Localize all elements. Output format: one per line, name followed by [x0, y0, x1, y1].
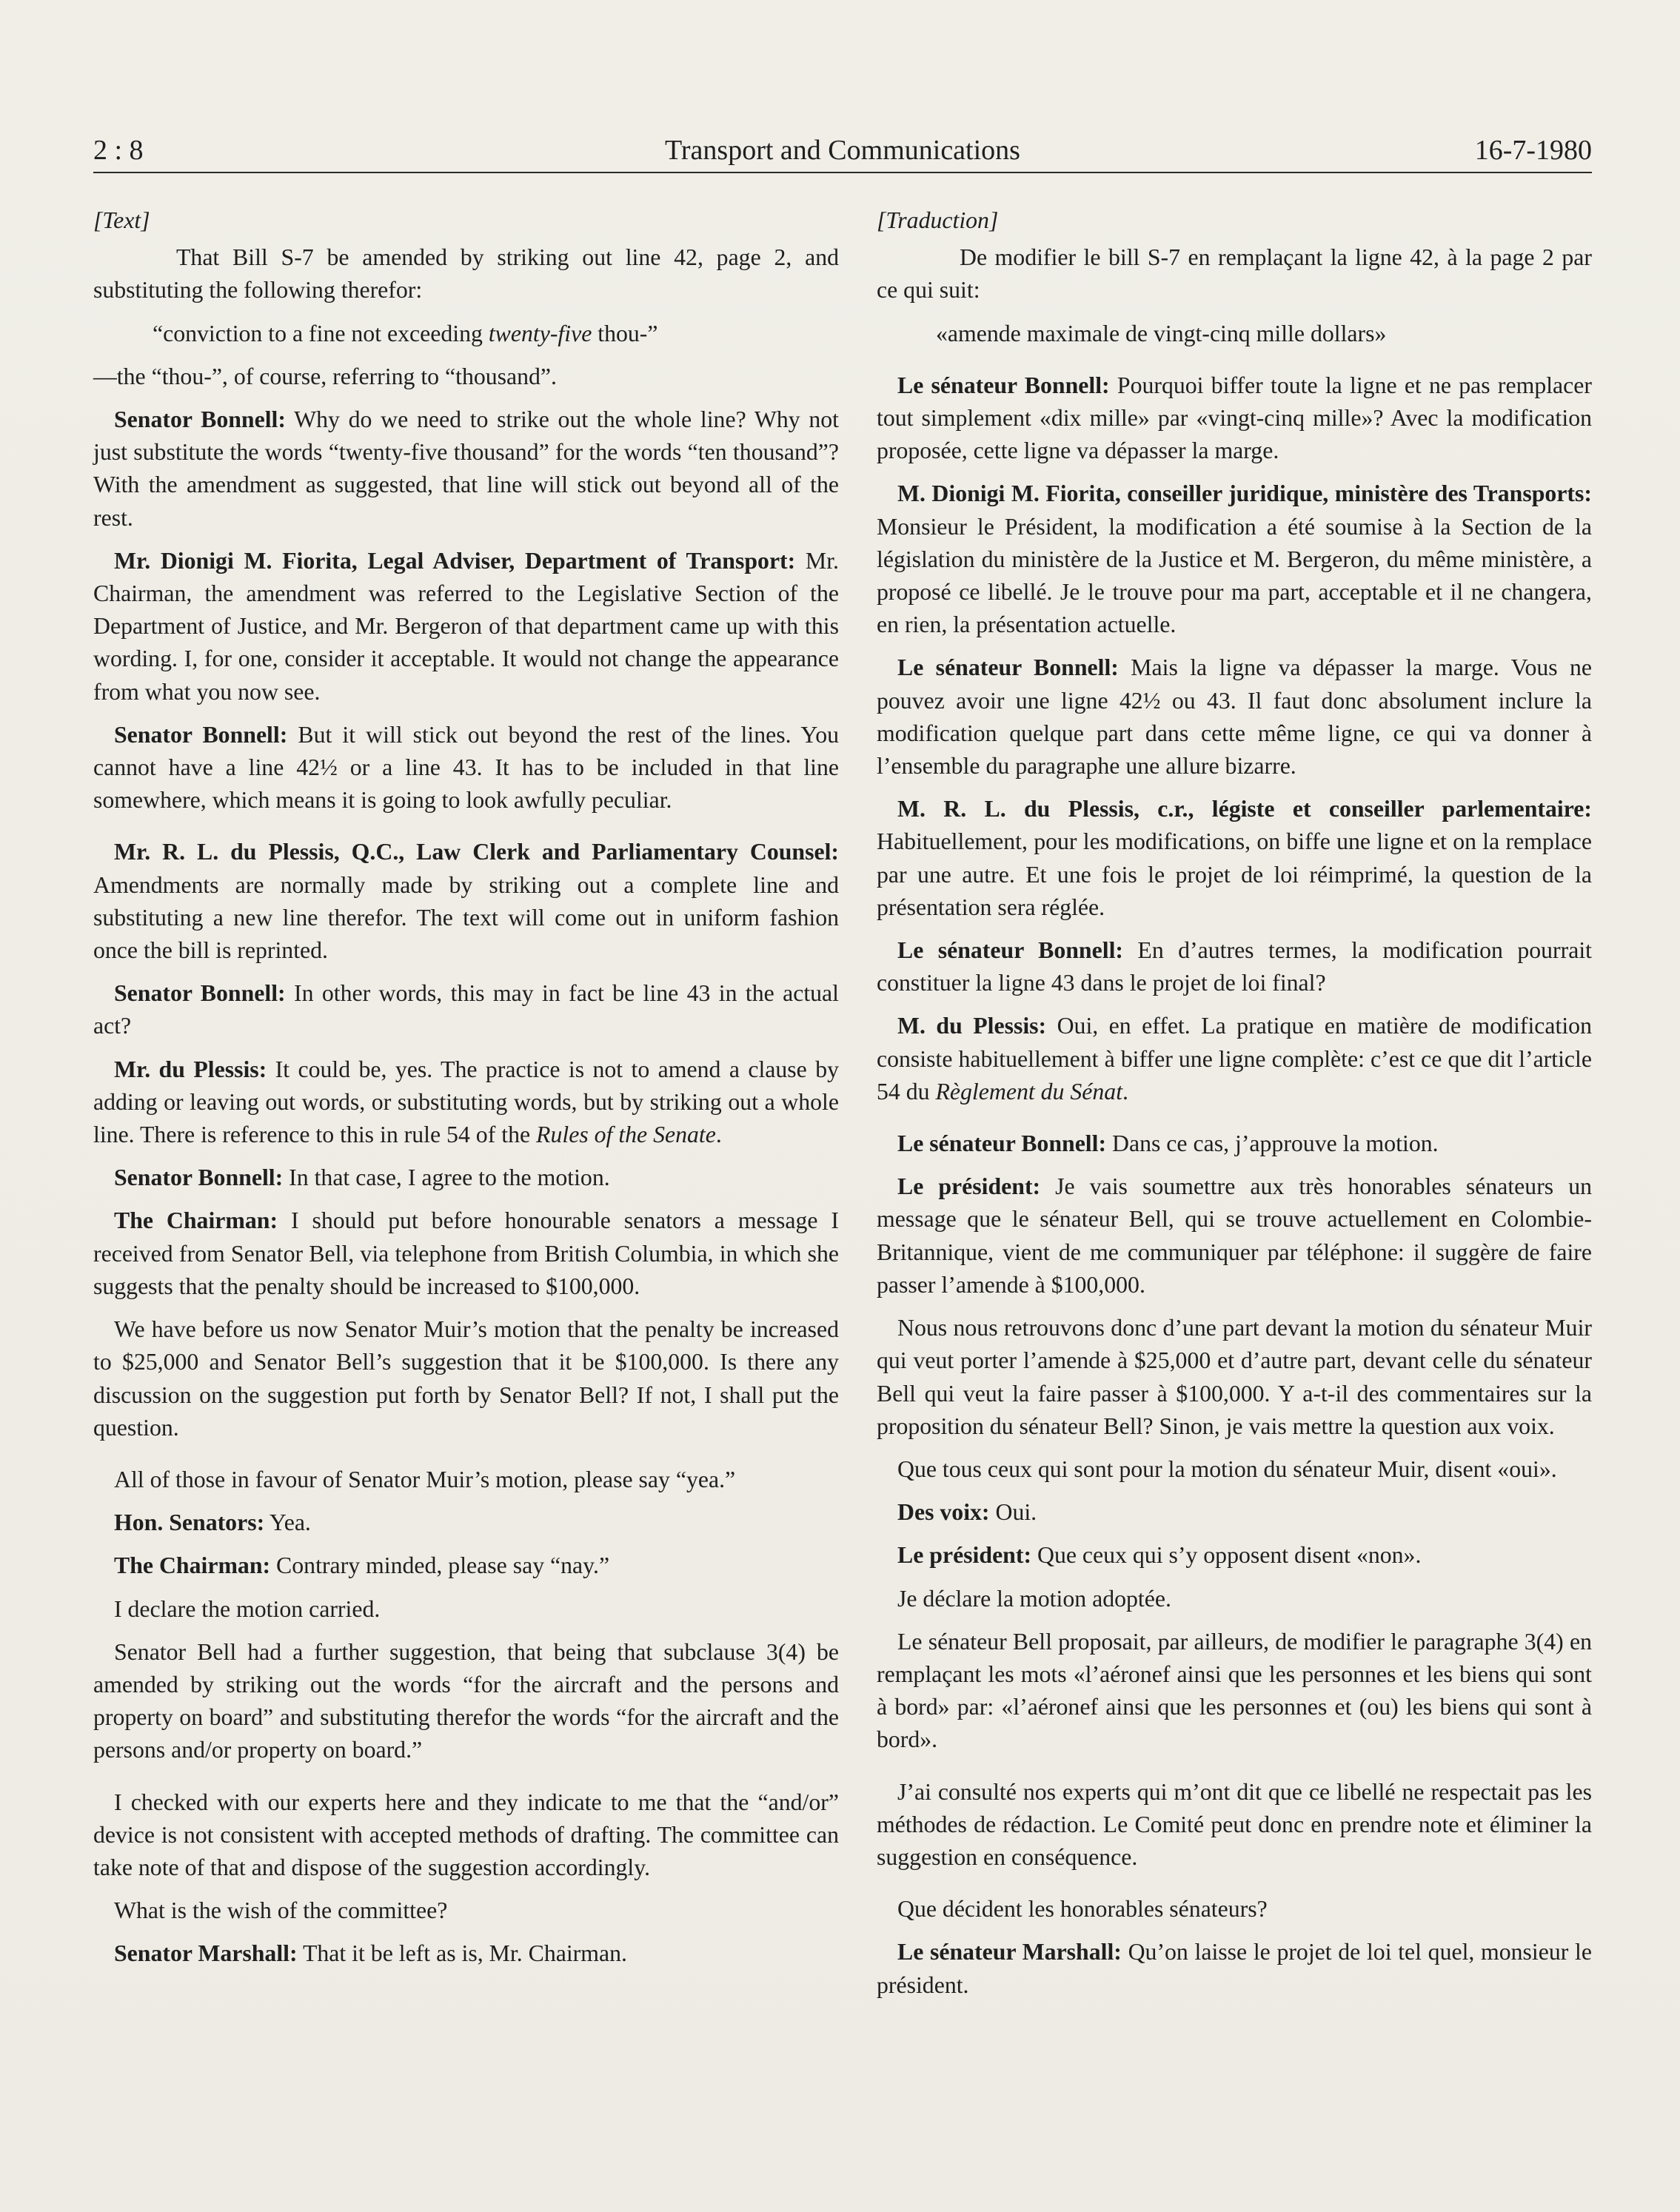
speech-paragraph: Hon. Senators: Yea. — [114, 1509, 311, 1536]
amendment-quote: “conviction to a fine not exceeding twenty-five thou-” — [153, 320, 658, 346]
speaker-name: M. R. L. du Plessis, c.r., légiste et conseiller parlementaire: — [897, 796, 1592, 822]
speech-paragraph: Mr. R. L. du Plessis, Q.C., Law Clerk and Parliamentary Counsel: Amendments are normally made by striking out a complete line and substituting a new line therefor. The text will come out in uniform fashion once the bill is reprinted. — [93, 839, 839, 964]
speaker-name: Le sénateur Bonnell: — [897, 937, 1123, 964]
page-title: Transport and Communications — [665, 135, 1020, 166]
speaker-name: Le président: — [897, 1173, 1041, 1200]
speech-paragraph: Senator Bonnell: In other words, this may in fact be line 43 in the actual act? — [93, 980, 839, 1039]
speaker-name: Le sénateur Bonnell: — [897, 1130, 1107, 1157]
speaker-name: The Chairman: — [114, 1207, 278, 1234]
speaker-name: Senator Marshall: — [114, 1940, 298, 1967]
speaker-name: Senator Bonnell: — [114, 1164, 284, 1191]
motion-text: That Bill S-7 be amended by striking out line 42, page 2, and substituting the following therefor: — [93, 244, 839, 304]
speech-paragraph: Le sénateur Bonnell: Pourquoi biffer toute la ligne et ne pas remplacer tout simplement «dix mille» par «vingt-cinq mille»? Avec la modification proposée, cette ligne va dépasser la marge. — [877, 372, 1592, 464]
french-column — [877, 204, 1592, 2012]
speech-paragraph: M. Dionigi M. Fiorita, conseiller juridique, ministère des Transports: Monsieur le Président, la modification a été soumise à la Section de la législation du ministère de la Justice et M. Bergeron, du même ministère, a proposé ce libellé. Je le trouve pour ma part, acceptable et il ne changera, en rien, la présentation actuelle. — [877, 480, 1592, 638]
speech-paragraph: Le sénateur Bonnell: Mais la ligne va dépasser la marge. Vous ne pouvez avoir une ligne 42½ ou 43. Il faut donc absolument inclure la modification quelque part dans cette même ligne, ce qui va donner à l’ensemble du paragraphe une allure bizarre. — [877, 654, 1592, 780]
speech-paragraph: The Chairman: I should put before honourable senators a message I received from Senator Bell, via telephone from British Columbia, in which she suggests that the penalty should be increased to $100,000. — [93, 1207, 840, 1299]
speech-paragraph: I checked with our experts here and they indicate to me that the “and/or” device is not consistent with accepted methods of drafting. The committee can take note of that and dispose of the suggestion accordingly. — [93, 1789, 839, 1880]
speaker-name: Mr. R. L. du Plessis, Q.C., Law Clerk and Parliamentary Counsel: — [114, 839, 839, 865]
speech-paragraph: I declare the motion carried. — [114, 1595, 381, 1622]
speaker-name: The Chairman: — [114, 1552, 271, 1579]
page-number: 2 : 8 — [93, 135, 144, 166]
speech-paragraph: Senator Marshall: That it be left as is, Mr. Chairman. — [114, 1940, 627, 1967]
translation-tag: [Traduction] — [877, 207, 999, 233]
page-header — [93, 130, 1592, 171]
speech-paragraph: Senator Bonnell: Why do we need to strike out the whole line? Why not just substitute the words “twenty-five thousand” for the words “ten thousand”? With the amendment as suggested, that line will stick out beyond all of the rest. — [93, 406, 839, 531]
speech-paragraph: Senator Bonnell: But it will stick out beyond the rest of the lines. You cannot have a line 42½ or a line 43. It has to be included in that line somewhere, which means it is going to look awfully peculiar. — [93, 721, 839, 814]
speech-paragraph: Nous nous retrouvons donc d’une part devant la motion du sénateur Muir qui veut porter l’amende à $25,000 et d’autre part, devant celle du sénateur Bell qui veut la faire passer à $100,000. Y a-t-il des commentaires sur la proposition du sénateur Bell? Sinon, je vais mettre la question aux voix. — [877, 1315, 1592, 1439]
speech-paragraph: Que tous ceux qui sont pour la motion du sénateur Muir, disent «oui». — [897, 1455, 1557, 1482]
speaker-name: M. Dionigi M. Fiorita, conseiller juridique, ministère des Transports: — [897, 480, 1592, 507]
speaker-name: Des voix: — [897, 1499, 990, 1526]
motion-text: De modifier le bill S-7 en remplaçant la ligne 42, à la page 2 par ce qui suit: — [877, 244, 1592, 304]
speaker-name: Le sénateur Marshall: — [897, 1939, 1122, 1965]
speech-paragraph: Le sénateur Bell proposait, par ailleurs, de modifier le paragraphe 3(4) en remplaçant les mots «l’aéronef ainsi que les personnes et les biens qui sont à bord» par: «l’aéronef ainsi que les personnes et (ou) les biens qui sont à bord». — [877, 1628, 1592, 1753]
speaker-name: Le président: — [897, 1542, 1032, 1569]
header-rule — [93, 172, 1592, 173]
thou-note: —the “thou-”, of course, referring to “thousand”. — [93, 363, 557, 389]
speech-paragraph: Le sénateur Bonnell: Dans ce cas, j’approuve la motion. — [897, 1130, 1439, 1157]
speaker-name: Mr. du Plessis: — [114, 1056, 267, 1082]
speaker-name: Senator Bonnell: — [114, 721, 288, 748]
speech-paragraph: All of those in favour of Senator Muir’s motion, please say “yea.” — [114, 1466, 736, 1492]
speaker-name: Senator Bonnell: — [114, 406, 286, 433]
speech-paragraph: The Chairman: Contrary minded, please say “nay.” — [114, 1552, 610, 1579]
speech-paragraph: J’ai consulté nos experts qui m’ont dit que ce libellé ne respectait pas les méthodes de rédaction. Le Comité peut donc en prendre note et éliminer la suggestion en conséquence. — [877, 1778, 1592, 1870]
speech-paragraph: Le sénateur Marshall: Qu’on laisse le projet de loi tel quel, monsieur le président. — [877, 1939, 1592, 1998]
speaker-name: Hon. Senators: — [114, 1509, 265, 1536]
speech-paragraph: Le président: Que ceux qui s’y opposent disent «non». — [897, 1542, 1422, 1569]
speech-paragraph: Je déclare la motion adoptée. — [897, 1585, 1171, 1612]
amendment-quote: «amende maximale de vingt-cinq mille dollars» — [936, 320, 1387, 346]
speaker-name: Le sénateur Bonnell: — [897, 372, 1110, 398]
speech-paragraph: Que décident les honorables sénateurs? — [897, 1896, 1268, 1923]
speech-paragraph: Des voix: Oui. — [897, 1499, 1037, 1526]
speech-paragraph: Senator Bonnell: In that case, I agree to the motion. — [114, 1164, 610, 1191]
page-date: 16-7-1980 — [1474, 135, 1592, 166]
speech-paragraph: Le sénateur Bonnell: En d’autres termes, la modification pourrait constituer la ligne 43 dans le projet de loi final? — [877, 937, 1592, 996]
text-tag: [Text] — [93, 207, 150, 233]
speaker-name: Mr. Dionigi M. Fiorita, Legal Adviser, Department of Transport: — [114, 547, 796, 574]
speech-paragraph: Mr. Dionigi M. Fiorita, Legal Adviser, Department of Transport: Mr. Chairman, the amendment was referred to the Legislative Section of the Department of Justice, and Mr. Bergeron of that department came up with this wording. I, for one, consider it acceptable. It would not change the appearance from what you now see. — [93, 547, 839, 705]
speech-paragraph: Le président: Je vais soumettre aux très honorables sénateurs un message que le sénateur Bell, qui se trouve actuellement en Colombie-Britannique, vient de me communiquer par téléphone: il suggère de faire passer l’amende à $100,000. — [877, 1173, 1592, 1298]
speech-paragraph: We have before us now Senator Muir’s motion that the penalty be increased to $25,000 and Senator Bell’s suggestion that it be $100,000. Is there any discussion on the suggestion put forth by Senator Bell? If not, I shall put the question. — [93, 1316, 839, 1441]
speech-paragraph: M. R. L. du Plessis, c.r., légiste et conseiller parlementaire: Habituellement, pour les modifications, on biffe une ligne et on la remplace par une autre. Et une fois le projet de loi réimprimé, la question de la présentation sera réglée. — [877, 796, 1592, 920]
speech-paragraph: Mr. du Plessis: It could be, yes. The practice is not to amend a clause by adding or leaving out words, or substituting words, but by striking out a whole line. There is reference to this in rule 54 of the Rules of the Senate. — [93, 1056, 839, 1148]
speech-paragraph: M. du Plessis: Oui, en effet. La pratique en matière de modification consiste habituellement à biffer une ligne complète: c’est ce que dit l’article 54 du Règlement du Sénat. — [877, 1013, 1592, 1105]
english-column — [93, 204, 839, 1981]
speaker-name: Le sénateur Bonnell: — [897, 654, 1119, 681]
speech-paragraph: What is the wish of the committee? — [114, 1897, 448, 1924]
speaker-name: M. du Plessis: — [897, 1013, 1047, 1039]
speaker-name: Senator Bonnell: — [114, 980, 286, 1007]
speech-paragraph: Senator Bell had a further suggestion, that being that subclause 3(4) be amended by striking out the words “for the aircraft and the persons and property on board” and substituting therefor the words “for the aircraft and the persons and/or property on board.” — [93, 1638, 839, 1763]
